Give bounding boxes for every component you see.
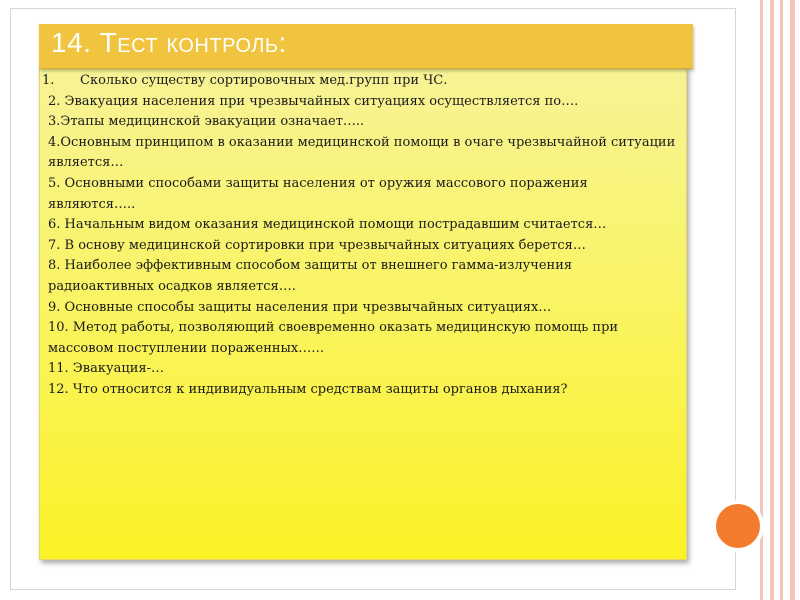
stripe-1 [760, 0, 763, 600]
title-bar [39, 24, 693, 69]
question-item-9: 9. Основные способы защиты населения при чрезвычайных ситуациях… [48, 299, 552, 315]
decorative-circle-icon [712, 500, 764, 552]
question-list [42, 71, 678, 401]
question-item-10: 10. Метод работы, позволяющий своевременно оказать медицинскую помощь при массовом поступлении пораженных…… [48, 320, 619, 356]
question-item-4: 4.Основным принципом в оказании медицинской помощи в очаге чрезвычайной ситуации является… [48, 134, 676, 171]
question-number: 1. [42, 73, 55, 88]
question-text: Сколько существу сортировочных мед.групп при ЧС. [80, 73, 448, 88]
stripe-4 [790, 0, 795, 600]
question-item-2: 2. Эвакуация населения при чрезвычайных ситуациях осуществляется по…. [48, 93, 579, 109]
question-item-8: 8. Наиболее эффективным способом защиты от внешнего гамма-излучения радиоактивных осадков является…. [48, 258, 573, 294]
question-item-11: 11. Эвакуация-… [48, 361, 164, 377]
question-item-5: 5. Основными способами защиты населения от оружия массового поражения являются….. [48, 175, 588, 212]
question-item-7: 7. В основу медицинской сортировки при чрезвычайных ситуациях берется… [48, 237, 586, 253]
stripe-2 [770, 0, 774, 600]
question-item-3: 3.Этапы медицинской эвакуации означает….. [48, 114, 365, 130]
stripe-3 [780, 0, 783, 600]
slide-title: 14. Тест контроль: [51, 27, 287, 58]
question-item-1 [42, 71, 678, 92]
question-item-12: 12. Что относится к индивидуальным средствам защиты органов дыхания? [48, 381, 568, 397]
question-item-6: 6. Начальным видом оказания медицинской помощи пострадавшим считается… [48, 217, 607, 233]
